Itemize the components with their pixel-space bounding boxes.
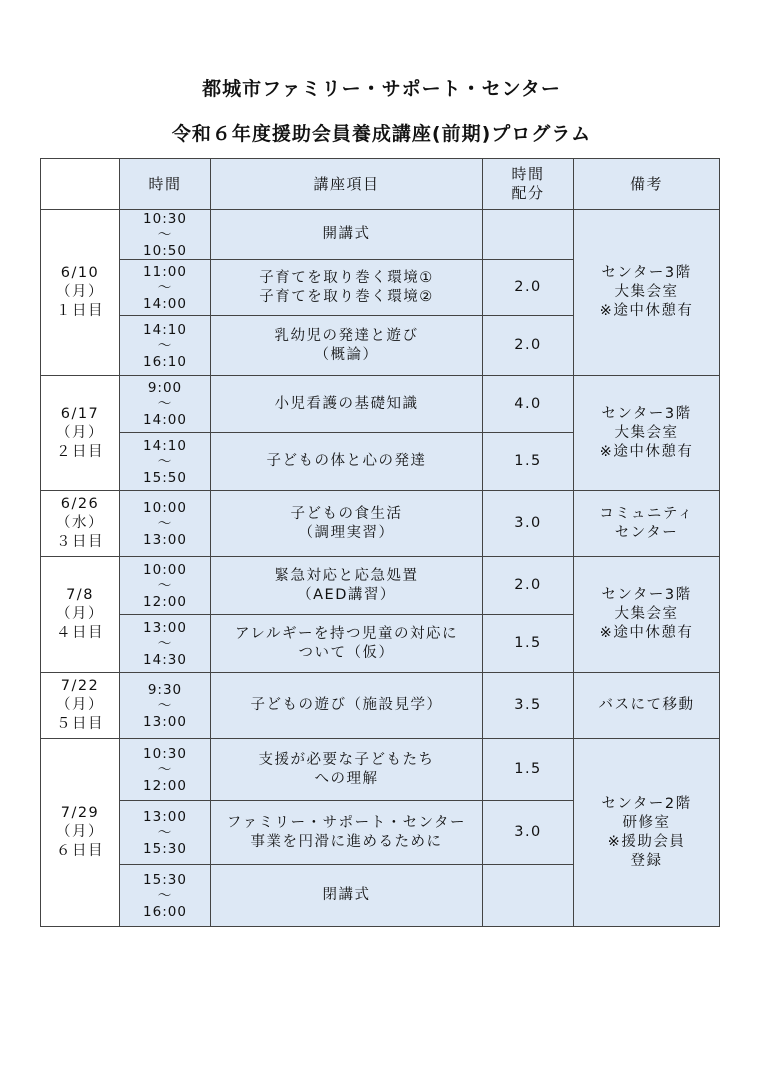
time-start: 9:30 (147, 681, 183, 698)
item-line: 子育てを取り巻く環境① (259, 269, 434, 286)
day-date: 6/26 (60, 496, 100, 512)
time-cell (120, 316, 211, 376)
hours-cell: 2.0 (483, 316, 574, 376)
day-date: 7/22 (60, 678, 100, 694)
time-separator: ～ (157, 396, 173, 412)
item-cell (211, 673, 483, 739)
note-line: コミュニティ (599, 505, 694, 522)
table-row (41, 673, 720, 739)
time-cell (120, 433, 211, 491)
time-end: 14:00 (143, 412, 187, 428)
time-separator: ～ (157, 337, 173, 354)
note-cell (574, 739, 720, 927)
item-line: への理解 (314, 770, 379, 787)
item-line: 開講式 (322, 226, 371, 242)
day-ordinal: ５日目 (56, 716, 104, 732)
item-cell (211, 316, 483, 376)
item-cell (211, 615, 483, 673)
time-start: 9:00 (147, 380, 183, 396)
note-line: ※援助会員 (607, 833, 686, 850)
hours-cell: 4.0 (483, 376, 574, 433)
note-line: 登録 (630, 852, 663, 869)
hours-cell: 2.0 (483, 557, 574, 615)
note-cell (574, 557, 720, 673)
time-separator: ～ (157, 226, 173, 243)
time-end: 16:10 (143, 353, 187, 370)
note-cell (574, 376, 720, 491)
time-cell (120, 739, 211, 801)
day-cell (41, 673, 120, 739)
note-line: ※途中休憩有 (599, 303, 694, 319)
time-end: 14:30 (143, 651, 187, 668)
time-separator: ～ (157, 635, 173, 652)
time-separator: ～ (157, 887, 173, 904)
day-weekday: （月） (56, 606, 104, 622)
time-start: 14:10 (143, 437, 187, 454)
note-line: センター3階 (601, 587, 692, 603)
item-line: 緊急対応と応急処置 (274, 567, 419, 584)
hours-cell: 3.0 (483, 801, 574, 865)
time-cell (120, 491, 211, 557)
time-cell (120, 376, 211, 433)
time-separator: ～ (157, 453, 173, 470)
time-separator: ～ (157, 279, 173, 296)
item-line: 事業を円滑に進めるために (250, 833, 443, 850)
hours-cell: 3.5 (483, 673, 574, 739)
note-line: センター3階 (601, 265, 692, 281)
item-line: 子どもの食生活 (290, 505, 403, 522)
time-start: 15:30 (143, 871, 187, 888)
time-start: 13:00 (143, 619, 187, 636)
hours-cell: 2.0 (483, 260, 574, 316)
time-cell (120, 260, 211, 316)
time-cell (120, 615, 211, 673)
time-end: 13:00 (143, 713, 187, 730)
time-end: 14:00 (143, 295, 187, 312)
item-line: ついて（仮） (298, 644, 395, 661)
day-date: 6/10 (60, 265, 100, 281)
time-separator: ～ (157, 761, 173, 778)
item-line: ファミリー・サポート・センター (226, 814, 467, 831)
document-subtitle: 令和６年度援助会員養成講座(前期)プログラム (171, 123, 592, 145)
header-allocation (483, 159, 574, 210)
item-line: （概論） (314, 346, 379, 363)
day-cell (41, 210, 120, 376)
item-cell (211, 491, 483, 557)
time-separator: ～ (157, 697, 173, 714)
item-cell (211, 210, 483, 260)
item-cell (211, 739, 483, 801)
time-cell (120, 673, 211, 739)
day-weekday: （月） (56, 424, 104, 441)
hours-cell: 3.0 (483, 491, 574, 557)
time-cell (120, 557, 211, 615)
time-cell (120, 210, 211, 260)
item-cell (211, 260, 483, 316)
time-start: 11:00 (143, 263, 187, 280)
note-line: 大集会室 (614, 424, 679, 441)
time-end: 10:50 (143, 242, 187, 259)
note-line: 大集会室 (614, 606, 679, 622)
table-row (41, 210, 720, 260)
time-end: 15:30 (143, 840, 187, 857)
item-line: 支援が必要な子どもたち (258, 751, 435, 768)
day-cell (41, 557, 120, 673)
day-weekday: （月） (56, 284, 104, 300)
day-ordinal: ６日目 (56, 843, 104, 859)
item-line: 小児看護の基礎知識 (274, 395, 419, 412)
day-date: 7/29 (60, 805, 100, 821)
header-time: 時間 (120, 159, 211, 210)
time-end: 12:00 (143, 593, 187, 610)
hours-cell (483, 865, 574, 927)
time-start: 14:10 (143, 321, 187, 338)
day-ordinal: ３日目 (56, 534, 104, 550)
day-date: 6/17 (60, 405, 100, 422)
note-cell (574, 673, 720, 739)
document-title: 都城市ファミリー・サポート・センター (202, 78, 561, 100)
item-cell (211, 433, 483, 491)
header-note: 備考 (574, 159, 720, 210)
program-table (40, 158, 720, 927)
note-line: センター (614, 524, 679, 541)
time-end: 13:00 (143, 531, 187, 548)
item-line: 子どもの遊び（施設見学） (250, 697, 443, 713)
note-line: 大集会室 (614, 284, 679, 300)
hours-cell (483, 210, 574, 260)
time-start: 10:00 (143, 499, 187, 516)
time-separator: ～ (157, 577, 173, 594)
time-separator: ～ (157, 515, 173, 532)
header-item: 講座項目 (211, 159, 483, 210)
note-line: センター2階 (601, 795, 692, 812)
item-line: 子育てを取り巻く環境② (259, 288, 434, 305)
time-cell (120, 865, 211, 927)
time-separator: ～ (157, 824, 173, 841)
item-line: 乳幼児の発達と遊び (274, 327, 419, 344)
table-row (41, 491, 720, 557)
header-allocation-line1: 時間 (511, 165, 545, 183)
hours-cell: 1.5 (483, 739, 574, 801)
day-cell (41, 491, 120, 557)
day-cell (41, 376, 120, 491)
item-line: （調理実習） (298, 524, 395, 541)
item-cell (211, 376, 483, 433)
day-ordinal: ２日目 (56, 443, 104, 460)
hours-cell: 1.5 (483, 615, 574, 673)
day-ordinal: １日目 (56, 303, 104, 319)
note-line: 研修室 (622, 814, 671, 831)
day-weekday: （月） (56, 824, 104, 840)
time-end: 15:50 (143, 469, 187, 486)
item-cell (211, 801, 483, 865)
time-start: 10:30 (143, 210, 187, 227)
item-line: 子どもの体と心の発達 (266, 453, 427, 469)
time-cell (120, 801, 211, 865)
note-line: ※途中休憩有 (599, 443, 694, 460)
day-weekday: （月） (56, 697, 104, 713)
item-line: （AED講習） (297, 586, 396, 603)
item-cell (211, 865, 483, 927)
time-end: 12:00 (143, 777, 187, 794)
header-day (41, 159, 120, 210)
table-row (41, 557, 720, 615)
table-row (41, 739, 720, 801)
table-header-row (41, 159, 720, 210)
time-start: 10:30 (143, 745, 187, 762)
day-cell (41, 739, 120, 927)
table-row (41, 376, 720, 433)
time-end: 16:00 (143, 903, 187, 920)
note-line: センター3階 (601, 405, 692, 422)
day-date: 7/8 (66, 587, 94, 603)
day-weekday: （水） (56, 515, 104, 531)
note-line: バスにて移動 (598, 697, 695, 713)
note-line: ※途中休憩有 (599, 625, 694, 641)
header-allocation-line2: 配分 (511, 184, 545, 202)
item-cell (211, 557, 483, 615)
note-cell (574, 491, 720, 557)
time-start: 10:00 (143, 561, 187, 578)
time-start: 13:00 (143, 808, 187, 825)
item-line: アレルギーを持つ児童の対応に (234, 625, 459, 642)
hours-cell: 1.5 (483, 433, 574, 491)
note-cell (574, 210, 720, 376)
day-ordinal: ４日目 (56, 625, 104, 641)
item-line: 閉講式 (322, 887, 371, 903)
